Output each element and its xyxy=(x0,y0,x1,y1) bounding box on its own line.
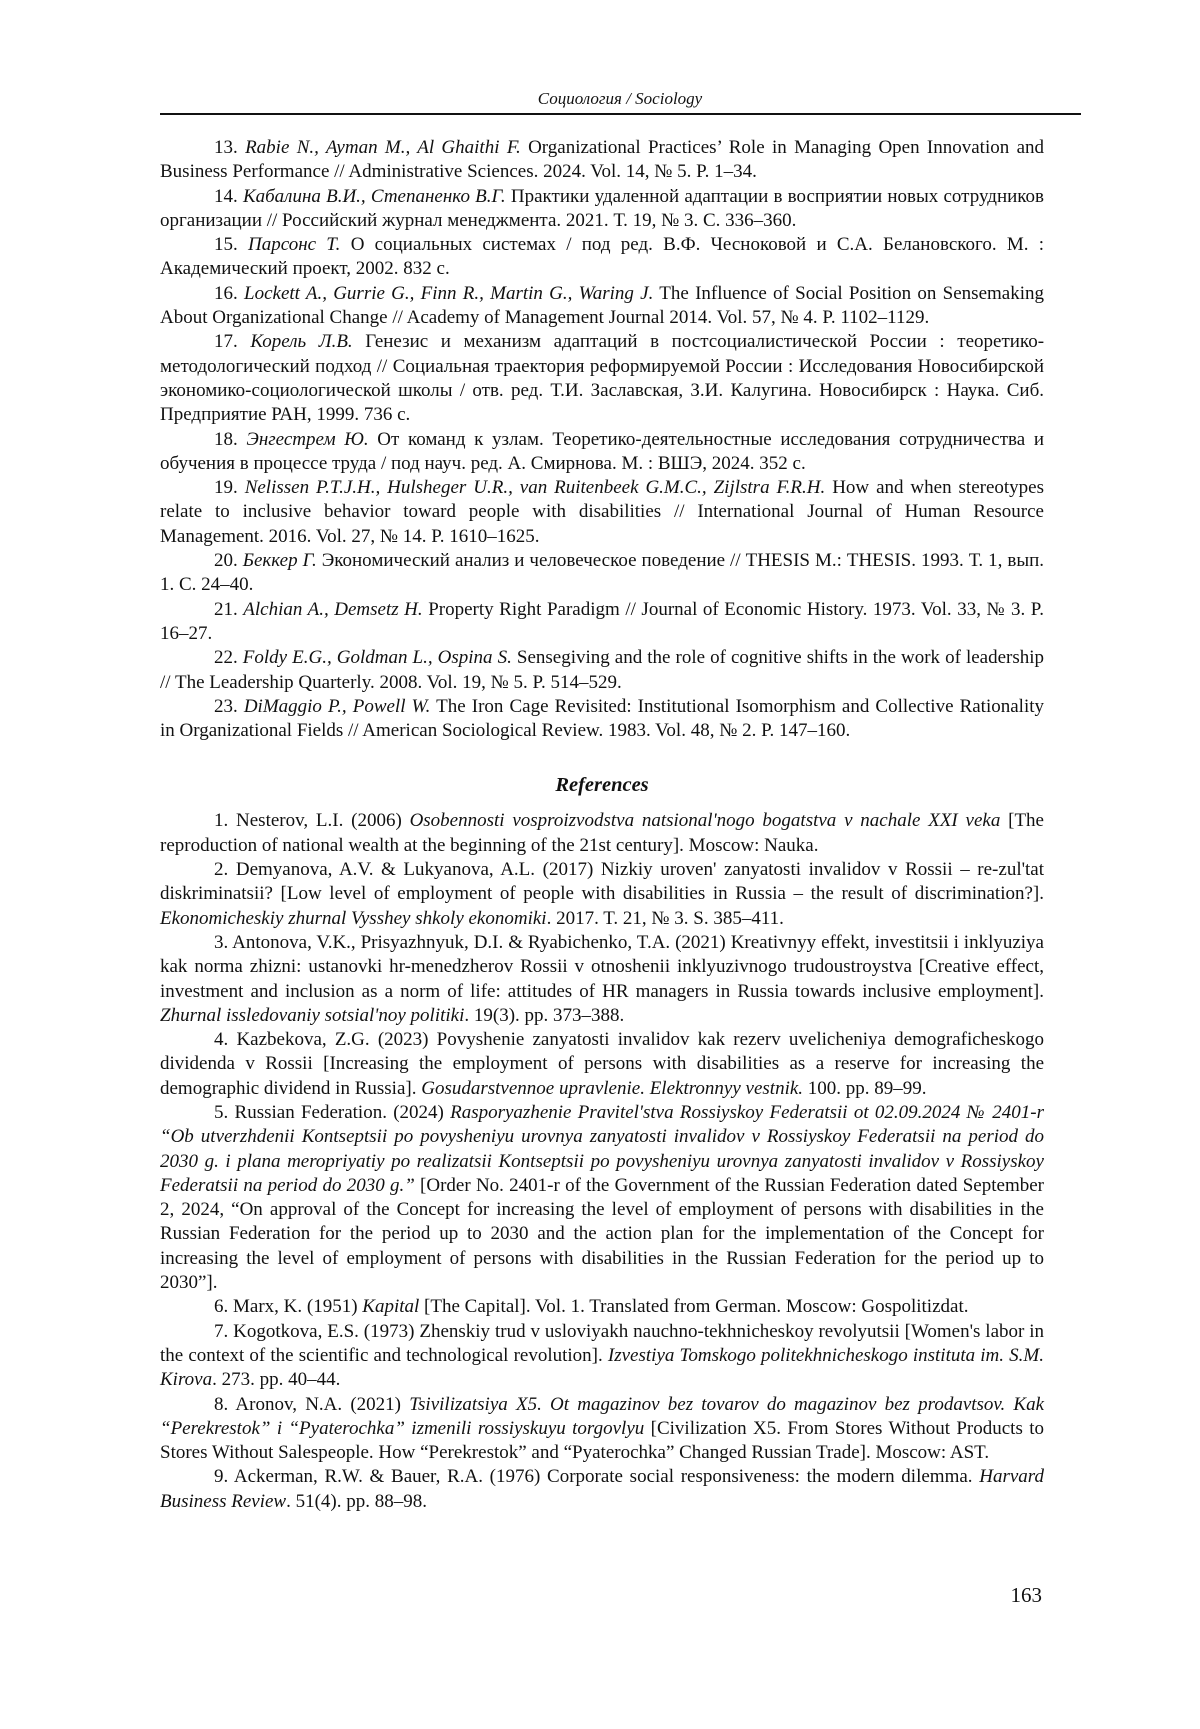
item-number: 4. xyxy=(214,1029,229,1051)
item-text: The Influence of Social Position on Sensemaking About Organizational Change // Academy of Management Journal 2014. Vol. 57, № 4. P. 1102–1129. xyxy=(160,282,1045,329)
item-text: Sensegiving and the role of cognitive shifts in the work of leadership // The Leadership Quarterly. 2008. Vol. 19, № 5. P. 514–529. xyxy=(160,647,1045,693)
reference-section xyxy=(160,136,1044,1514)
reference-item xyxy=(160,1393,1044,1466)
bibliography-item xyxy=(160,549,1044,598)
reference-item xyxy=(160,1320,1044,1393)
item-number: 1. xyxy=(214,810,229,832)
item-number: 17. xyxy=(214,331,238,353)
item-text: О социальных системах / под ред. В.Ф. Чесноковой и С.А. Белановского. М. : Академический проект, 2002. 832 с. xyxy=(160,234,1045,280)
item-authors: Беккер Г. xyxy=(242,550,317,572)
bibliography-item xyxy=(160,233,1044,282)
item-number: 20. xyxy=(214,550,238,572)
ref-text: [Civilization X5. From Stores Without Products to Stores Without Salespeople. How “Perekrestok” and “Pyaterochka” Changed Russian Trade]. Moscow: AST. xyxy=(160,1417,1044,1464)
bibliography-item xyxy=(160,646,1044,695)
ref-italic-title: Gosudarstvennoe upravlenie. Elektronnyy vestnik. xyxy=(421,1077,804,1099)
item-text: Organizational Practices’ Role in Managing Open Innovation and Business Performance // Administrative Sciences. 2024. Vol. 14, № 5. P. 1–34. xyxy=(160,137,1045,183)
page-number: 163 xyxy=(1010,1583,1042,1607)
ref-text: [Order No. 2401-r of the Government of the Russian Federation dated September 2, 2024, “On approval of the Concept for increasing the level of employment of persons with disabilities in the Russian Federation for the period up to 2030 and the action plan for the implementation of the Concept for increasing the level of employment of persons with disabilities in the Russian Federation for the period up to 2030”]. xyxy=(160,1174,1044,1294)
ref-italic-title: Osobennosti vosproizvodstva natsional'nogo bogatstva v nachale XXI veka xyxy=(409,810,1001,832)
item-number: 19. xyxy=(214,477,238,499)
ref-italic-title: Rasporyazhenie Pravitel'stva Rossiyskoy Federatsii ot 02.09.2024 № 2401-r “Ob utverzhdenii Kontseptsii po povysheniyu urovnya zanyatosti invalidov v Rossiyskoy Federatsii na period do 2030 g. i plana meropriyatiy po realizatsii Kontseptsii po povysheniyu urovnya zanyatosti invalidov v Rossiyskoy Federatsii na period do 2030 g.” xyxy=(160,1101,1045,1196)
item-authors: Foldy E.G., Goldman L., Ospina S. xyxy=(242,647,512,669)
ref-text: Russian Federation. (2024) xyxy=(234,1101,451,1123)
item-authors: DiMaggio P., Powell W. xyxy=(243,695,431,717)
ref-text: Kazbekova, Z.G. (2023) Povyshenie zanyatosti invalidov kak rezerv uvelicheniya demograficheskogo dividenda v Rossii [Increasing the employment of persons with disabilities as a reserve for increasing the demographic dividend in Russia]. xyxy=(160,1029,1044,1099)
ref-italic-title: Ekonomicheskiy zhurnal Vysshey shkoly ekonomiki xyxy=(160,907,547,929)
bibliography-item xyxy=(160,330,1044,427)
item-authors: Парсонс Т. xyxy=(248,234,341,256)
item-authors: Корель Л.В. xyxy=(250,331,353,353)
reference-item xyxy=(160,1028,1044,1101)
ref-text: Aronov, N.A. (2021) xyxy=(235,1393,410,1415)
bibliography-item xyxy=(160,185,1044,234)
item-authors: Lockett A., Gurrie G., Finn R., Martin G., Waring J. xyxy=(244,282,654,304)
item-number: 6. xyxy=(214,1296,229,1318)
ref-text: . 2017. T. 21, № 3. S. 385–411. xyxy=(546,907,784,929)
item-number: 14. xyxy=(214,185,238,207)
item-number: 16. xyxy=(214,282,238,304)
references-heading: References xyxy=(555,774,649,797)
reference-item xyxy=(160,931,1044,1028)
reference-item xyxy=(160,1295,1044,1319)
ref-italic-title: Kapital xyxy=(362,1296,420,1318)
ref-italic-title: Tsivilizatsiya X5. Ot magazinov bez tovarov do magazinov bez prodavtsov. Kak “Perekrestok” i “Pyaterochka” izmenili rossiyskuyu torgovlyu xyxy=(160,1393,1045,1439)
bibliography-item xyxy=(160,136,1044,185)
ref-text: Marx, K. (1951) xyxy=(233,1296,363,1318)
ref-text: Kogotkova, E.S. (1973) Zhenskiy trud v usloviyakh nauchno-tekhnicheskoy revolyutsii [Women's labor in the context of the scientific and technological revolution]. xyxy=(160,1320,1045,1366)
reference-item xyxy=(160,858,1044,931)
bibliography-item xyxy=(160,476,1044,549)
item-number: 22. xyxy=(214,647,238,669)
item-text: Генезис и механизм адаптаций в постсоциалистической России : теоретико-методологический подход // Социальная траектория реформируемой России : Исследования Новосибирской экономико-социологической школы / отв. ред. Т.И. Заславская, З.И. Калугина. Новосибирск : Наука. Сиб. Предприятие РАН, 1999. 736 с. xyxy=(160,331,1045,426)
item-number: 5. xyxy=(214,1101,229,1123)
ref-text: [The reproduction of national wealth at the beginning of the 21st century]. Moscow: Nauka. xyxy=(160,810,1044,856)
ref-text: Nesterov, L.I. (2006) xyxy=(236,810,410,832)
ref-text: Antonova, V.K., Prisyazhnyuk, D.I. & Ryabichenko, T.A. (2021) Kreativnyy effekt, investitsii i inklyuziya kak norma zhizni: ustanovki hr-menedzherov Rossii v otnoshenii inklyuzivnogo trudoustroystva [Creative effect, investment and inclusion as a norm of life: attitudes of HR managers in Russia towards inclusive employment]. xyxy=(160,931,1044,1002)
bibliography-list xyxy=(160,136,1044,743)
item-text: Практики удаленной адаптации в восприятии новых сотрудников организации // Российский журнал менеджмента. 2021. Т. 19, № 3. С. 336–360. xyxy=(160,185,1045,231)
item-number: 8. xyxy=(214,1393,229,1415)
item-text: Property Right Paradigm // Journal of Economic History. 1973. Vol. 33, № 3. P. 16–27. xyxy=(160,598,1044,644)
ref-text: [The Capital]. Vol. 1. Translated from German. Moscow: Gospolitizdat. xyxy=(419,1296,969,1318)
ref-text: Demyanova, A.V. & Lukyanova, A.L. (2017) Nizkiy uroven' zanyatosti invalidov v Rossii – re-zul'tat diskriminatsii? [Low level of employment of people with disabilities in Russia – the result of discrimination?]. xyxy=(160,859,1045,905)
item-number: 18. xyxy=(214,428,238,450)
item-number: 23. xyxy=(214,695,238,717)
item-authors: Кабалина В.И., Степаненко В.Г. xyxy=(242,185,506,207)
item-text: Экономический анализ и человеческое поведение // THESIS М.: THESIS. 1993. Т. 1, вып. 1. С. 24–40. xyxy=(160,550,1045,596)
item-number: 7. xyxy=(214,1320,229,1342)
ref-text: 100. pp. 89–99. xyxy=(803,1077,927,1099)
item-text: The Iron Cage Revisited: Institutional Isomorphism and Collective Rationality in Organizational Fields // American Sociological Review. 1983. Vol. 48, № 2. P. 147–160. xyxy=(160,695,1045,742)
bibliography-item xyxy=(160,428,1044,477)
item-number: 15. xyxy=(214,234,238,256)
item-authors: Nelissen P.T.J.H., Hulsheger U.R., van Ruitenbeek G.M.C., Zijlstra F.R.H. xyxy=(244,477,826,499)
running-header: Социология / Sociology xyxy=(537,89,703,108)
reference-item xyxy=(160,1465,1044,1514)
header-rule xyxy=(160,113,1081,115)
reference-item xyxy=(160,1101,1044,1295)
item-text: How and when stereotypes relate to inclusive behavior toward people with disabilities // International Journal of Human Resource Management. 2016. Vol. 27, № 14. P. 1610–1625. xyxy=(160,477,1044,547)
item-authors: Rabie N., Ayman M., Al Ghaithi F. xyxy=(245,137,521,158)
bibliography-item xyxy=(160,282,1044,331)
ref-italic-title: Zhurnal issledovaniy sotsial'noy politiki xyxy=(160,1004,465,1026)
ref-text: . 19(3). pp. 373–388. xyxy=(464,1004,625,1026)
ref-italic-title: Izvestiya Tomskogo politekhnicheskogo instituta im. S.M. Kirova xyxy=(160,1344,1044,1391)
item-number: 21. xyxy=(214,598,238,620)
item-text: От команд к узлам. Теоретико-деятельностные исследования сотрудничества и обучения в процессе труда / под науч. ред. А. Смирнова. М. : ВШЭ, 2024. 352 с. xyxy=(160,428,1045,474)
item-number: 13. xyxy=(214,137,238,158)
item-authors: Энгестрем Ю. xyxy=(246,428,369,450)
references-list xyxy=(160,809,1044,1514)
ref-text: Ackerman, R.W. & Bauer, R.A. (1976) Corporate social responsiveness: the modern dilemma. xyxy=(233,1466,980,1488)
bibliography-item xyxy=(160,598,1044,647)
bibliography-item xyxy=(160,695,1044,744)
ref-italic-title: Harvard Business Review xyxy=(160,1466,1044,1512)
item-number: 2. xyxy=(214,859,229,881)
ref-text: . 51(4). pp. 88–98. xyxy=(286,1490,428,1512)
reference-item xyxy=(160,809,1044,858)
ref-text: . 273. pp. 40–44. xyxy=(212,1369,341,1391)
item-number: 9. xyxy=(214,1466,229,1488)
item-number: 3. xyxy=(214,931,229,953)
item-authors: Alchian A., Demsetz H. xyxy=(243,598,423,620)
